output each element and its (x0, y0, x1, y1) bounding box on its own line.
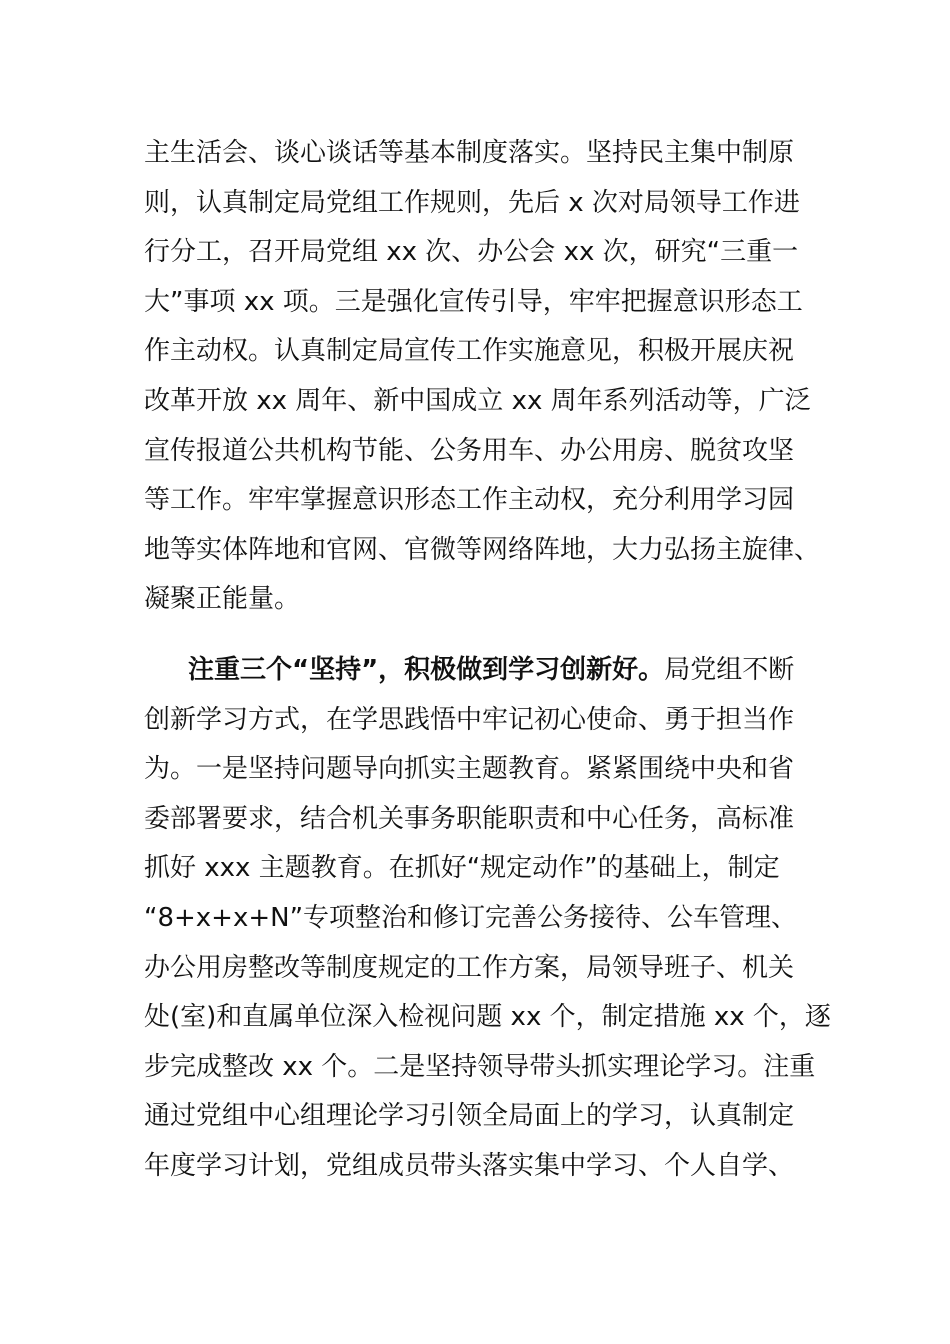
text-line: 步完成整改 xx 个。二是坚持领导带头抓实理论学习。注重 (144, 1051, 816, 1082)
text-line: 委部署要求，结合机关事务职能职责和中心任务，高标准 (144, 803, 795, 834)
text-line: 抓好 xxx 主题教育。在抓好“规定动作”的基础上，制定 (144, 853, 780, 884)
text-line: 宣传报道公共机构节能、公务用车、办公用房、脱贫攻坚 (144, 435, 795, 466)
text-line: 大”事项 xx 项。三是强化宣传引导，牢牢把握意识形态工 (144, 286, 803, 317)
paragraph-1 (144, 129, 821, 625)
text-line: 主生活会、谈心谈话等基本制度落实。坚持民主集中制原 (144, 138, 795, 168)
text-run: 局党组不断 (664, 654, 795, 685)
text-line: 等工作。牢牢掌握意识形态工作主动权，充分利用学习园 (144, 485, 795, 516)
section-heading: 注重三个“坚持”，积极做到学习创新好。 (188, 654, 665, 685)
text-line: 创新学习方式，在学思践悟中牢记初心使命、勇于担当作 (144, 704, 795, 735)
text-line: 作主动权。认真制定局宣传工作实施意见，积极开展庆祝 (144, 336, 795, 367)
paragraph-first-line (144, 646, 816, 696)
text-line: “8+x+x+N”专项整治和修订完善公务接待、公车管理、 (144, 902, 798, 933)
text-line: 通过党组中心组理论学习引领全局面上的学习，认真制定 (144, 1101, 795, 1132)
text-line: 办公用房整改等制度规定的工作方案，局领导班子、机关 (144, 952, 795, 983)
paragraph-spacer (144, 625, 816, 646)
text-line: 则，认真制定局党组工作规则，先后 x 次对局领导工作进 (144, 187, 800, 218)
text-line: 为。一是坚持问题导向抓实主题教育。紧紧围绕中央和省 (144, 754, 795, 785)
paragraph-2 (144, 646, 831, 1192)
text-line: 行分工，召开局党组 xx 次、办公会 xx 次，研究“三重一 (144, 237, 799, 268)
text-line: 改革开放 xx 周年、新中国成立 xx 周年系列活动等，广泛 (144, 385, 811, 416)
text-line: 地等实体阵地和官网、官微等网络阵地，大力弘扬主旋律、 (144, 534, 821, 565)
text-line: 处(室)和直属单位深入检视问题 xx 个，制定措施 xx 个，逐 (144, 1002, 831, 1033)
text-line: 年度学习计划，党组成员带头落实集中学习、个人自学、 (144, 1150, 795, 1181)
document-body (144, 129, 831, 1191)
text-line: 凝聚正能量。 (144, 584, 301, 615)
